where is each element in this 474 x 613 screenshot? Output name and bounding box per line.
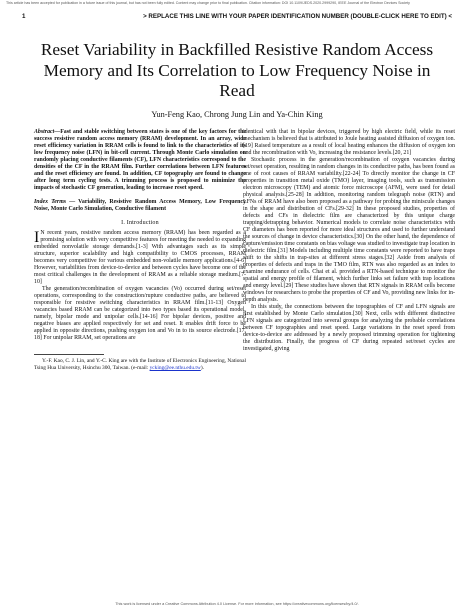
- abstract: [34, 129, 246, 192]
- index-terms-label: Index Terms: [34, 199, 67, 206]
- license-footer: This work is licensed under a Creative Commons Attribution 4.0 License. For more information, see https://creativecommons.org/licenses/by/4.0/.: [115, 602, 359, 606]
- intro-paragraph-1-text: N recent years, resistive random access memory (RRAM) has been regarded as a promising solution with very competitive features for meeting the needed to expanding embedded nonvolatile storage demands.[1-3] With advantages such as its simple structure, superior scalability and high compatibility to CMOS processes, RRAM becomes very competitive for various embedded non-volatile memory applications.[4-6] However, variabilities from device-to-device and between cycles have become one of the most critical challenges in the development of RRAM as a reliable storage medium.[7-10]: [34, 230, 246, 286]
- footnote-close: ).: [200, 365, 204, 372]
- intro-paragraph-2: The generation/recombination of oxygen vacancies (Vo) occurred during set/reset operations, corresponding to the construction/rupture conductive paths, are believed to responsible for resistive switching characteristics in RRAM film.[11-13] Oxygen vacancies based RRAM can be categorized into two types based its operational model, namely, bipolar mode and unipolar cells.[14-16] For bipolar devices, positive and negative biases are applied respectively for set and reset. It enables drift force to be applied in opposite directions, pushing oxygen ion and Vo in to its source electrode.[17, 18] For unipolar RRAM, set operations are: [34, 286, 246, 342]
- intro-paragraph-1: [34, 230, 246, 286]
- abstract-text: —Fast and stable switching between states is one of the key factors for the success resistive random access memory (RRAM) development. In an array, wide reset efficiency variation in RRAM cells is found to link to the characteristics of its low frequency noise (LFN) in bit-cell current. Through Monte Carlo simulation on randomly placing conductive filaments (CF), LFN characteristics correspond to the densities of the CF in the RRAM film. Further correlations between LFN features and the reset efficiency are found. In addition, CF topography are found to change after long term cycling tests. A trimming process is proposed to minimize the impacts of stochastic CF generation, leading to increase reset speed.: [34, 129, 246, 192]
- paper-title: Reset Variability in Backfilled Resistive Random Access Memory and Its Correlation to Low Frequency Noise in Read: [40, 40, 434, 100]
- left-column: [34, 129, 246, 372]
- index-terms-text: — Variability, Resistive Random Access Memory, Low Frequency Noise, Monte Carlo Simulation, Conductive filament: [34, 199, 246, 213]
- email-link[interactable]: ycking@ee.nthu.edu.tw: [149, 365, 201, 372]
- page-number: 1: [22, 13, 26, 20]
- publication-notice: This article has been accepted for publication in a future issue of this journal, but has not been fully edited. Content may change prior to final publication. Citation information: DOI 10.1109/JEDS.2020.2999290, IEEE Journal of the Electron Devices Society: [6, 1, 410, 5]
- abstract-label: Abstract: [34, 129, 55, 135]
- index-terms: [34, 199, 246, 213]
- drop-cap: I: [34, 229, 40, 247]
- footnote-divider: [34, 354, 104, 355]
- section-heading: I. Introduction: [121, 220, 159, 227]
- author-footnote: [34, 358, 246, 371]
- author-line: Yun-Feng Kao, Chrong Jung Lin and Ya-Chin King: [151, 110, 323, 119]
- right-paragraph-1: identical with that in bipolar devices, triggered by high electric field, while its reset mechanism is believed that is attributed to Joule heating assisted diffusion of oxygen ion.[19] Raised temperature as a result of local heating enhances the diffusion of oxygen ion and the recombination with Vo, increasing the resistance levels.[20, 21]: [243, 129, 455, 157]
- right-paragraph-2: Stochastic process in the generation/recombination of oxygen vacancies during set/reset operation, resulting in random changes in its conductive paths, has been found as one of root causes of RRAM variability.[22-24] To directly monitor the change in CF properties in transition metal oxide (TMO) layer, imaging tools, such as transmission electron microscopy (TEM) and atomic force microscope (AFM), were used for detail physical analysis.[25-28] In addition, monitoring random telegraph noise (RTN) and LFNs of RRAM have also been proposed as a pathway for probing the miniscule changes in the shape and distribution of CFs.[29-32] In these proposed studies, properties of defects and CFs in dielectric film are characterized by this unique charge trapping/detrapping behavior. Numerical models to correlate noise characteristics with CF diameters has been reported for more ideal structures and used to further understand the sources of change in device characteristics.[30] On the other hand, the dependence of capture/emission time constants on bias voltage was studied to investigate trap location in dielectric film.[31] Models including multiple time constants were reported to have traps shift to the shifts in trap-sites at different stress stages.[32] Aside from analysis of properties of defects and traps in the TMO film, RTN was also regarded as an index to examine endurance of cells. Chai et al. provided a RTN-based technique to monitor the spatial and energy profile of filament, which further links set failure with trap locations and energy level.[29] These studies have shown that RTN signals in RRAM cells become windows for researchers to probe the properties of CF and Vo, providing new links for in-depth analysis.: [243, 157, 455, 304]
- running-header: > REPLACE THIS LINE WITH YOUR PAPER IDENTIFICATION NUMBER (DOUBLE-CLICK HERE TO EDIT) <: [143, 13, 452, 20]
- right-column: [243, 129, 455, 354]
- right-paragraph-3: In this study, the connections between the topographies of CF and LFN signals are first established by Monte Carlo simulation.[30] Next, cells with different distinctive LFN signals are categorized into several groups for analyzing the probable correlations between CF topographies and reset speed. Large variations in the reset speed from device-to-device are addressed by a newly proposed trimming operation for tightening the distribution. Finally, the progress of CF during repeated set/reset cycles are investigated, giving: [243, 304, 455, 353]
- footnote-text: Y.-F. Kao, C. J. Lin, and Y.-C. King are with the Institute of Electronics Engineering, National Tsing Hua University, Hsinchu 300, Taiwan. (e-mail:: [34, 358, 246, 372]
